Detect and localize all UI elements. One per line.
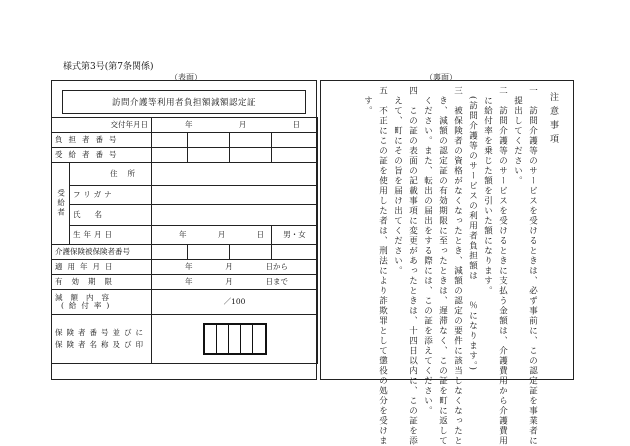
recipient-number-cell <box>152 148 188 163</box>
payer-number-label: 負担者番号 <box>52 133 152 148</box>
note-col-12: す。 <box>362 86 373 116</box>
note-col-4: に給付率を乗じた額を引いた額になります。 <box>482 86 493 296</box>
valid-month: 月 <box>225 276 233 286</box>
back-side-label: （裏面） <box>425 73 457 82</box>
issue-date-label: 交付年月日 <box>52 118 152 133</box>
front-form-table <box>51 117 318 364</box>
apply-from: 日から <box>265 261 288 271</box>
apply-month: 月 <box>225 261 233 271</box>
note-col-11: 五 不正にこの証を使用した者は、刑法により詐欺罪として懲役の処分を受けま <box>377 86 388 446</box>
apply-date-label: 適用年月日 <box>52 260 152 275</box>
note-col-7: き、減額の認定証の有効期限に至ったときは、遅滞なく、この証を町に返して <box>437 86 448 446</box>
birth-day: 日 <box>256 229 264 239</box>
payer-number-cell <box>152 133 188 148</box>
note-col-10: えて、町にその旨を届け出てください。 <box>392 86 403 276</box>
issue-day: 日 <box>292 119 300 129</box>
furigana-value <box>152 186 318 205</box>
valid-period-label: 有効期限 <box>52 275 152 290</box>
valid-year: 年 <box>185 276 193 286</box>
issue-year: 年 <box>185 119 193 129</box>
insured-number-cell <box>152 245 188 260</box>
notes-heading: 注意事項 <box>548 92 558 148</box>
birth-month: 月 <box>217 229 226 239</box>
reduction-label: 減額内容 <box>55 292 117 302</box>
valid-until: 日まで <box>265 276 288 286</box>
insurer-number-boxes <box>203 323 267 355</box>
furigana-label: フリガナ <box>70 186 152 205</box>
note-col-1: 一 訪問介護等のサービスを受けるときは、必ず事前に、この認定証を事業者に <box>527 86 538 446</box>
note-col-6: 三 被保険者の資格がなくなったとき、減額の認定の要件に該当しなくなったと <box>452 86 463 446</box>
certificate-title: 訪問介護等利用者負担額減額認定証 <box>62 90 306 114</box>
note-col-8: ください。また、転出の届出をする際には、この証を添えてください。 <box>422 86 433 416</box>
form-number: 様式第3号(第7条関係) <box>63 62 154 72</box>
birth-year: 年 <box>179 229 187 239</box>
front-side-label: （表面） <box>170 73 202 82</box>
name-value <box>152 205 318 226</box>
insured-number-label: 介護保険被保険者番号 <box>52 245 152 260</box>
note-col-5: (訪問介護等のサービスの利用者負担額は ％になります。) <box>467 86 478 372</box>
gender-field: 男・女 <box>272 226 318 245</box>
insurer-label: 保険者番号並びに保険者名称及び印 <box>52 315 152 364</box>
birthdate-label: 生年月日 <box>70 226 152 245</box>
note-col-3: 二 訪問介護等のサービスを受けるときに支払う金額は、介護費用から介護費用 <box>497 86 508 446</box>
apply-year: 年 <box>185 261 193 271</box>
recipient-group-label: 受給者 <box>52 163 70 245</box>
address-value <box>152 163 318 186</box>
note-col-9: 四 この証の表面の記載事項に変更があったときは、十四日以内に、この証を添 <box>407 86 418 446</box>
address-label: 住所 <box>70 163 152 186</box>
issue-month: 月 <box>238 119 247 129</box>
rate-value: ／100 <box>152 290 318 315</box>
benefit-rate-label: (給付率) <box>61 301 115 310</box>
recipient-number-label: 受給者番号 <box>52 148 152 163</box>
name-label: 氏名 <box>70 205 152 226</box>
note-col-2: 提出してください。 <box>512 86 523 186</box>
